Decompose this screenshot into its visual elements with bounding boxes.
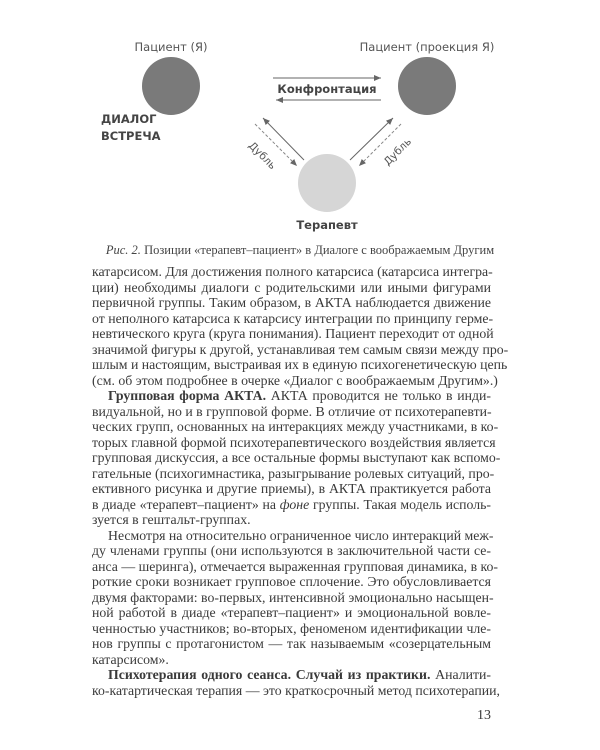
text-segment: нов группы с протагонистом — так называемым «созерцательным bbox=[92, 636, 491, 651]
body-text bbox=[92, 264, 509, 698]
caption-prefix: Рис. 2. bbox=[105, 243, 141, 257]
text-segment: значимой фигуры к другой, устанавливая тем самым связи между про- bbox=[92, 341, 509, 357]
text-line bbox=[92, 589, 494, 606]
text-segment: анса — шеринга), отмечается выраженная групповая динамика, в ко- bbox=[92, 558, 499, 574]
text-segment: Аналити- bbox=[430, 667, 491, 682]
text-line bbox=[92, 497, 491, 513]
patient-projection-circle bbox=[398, 57, 456, 115]
node-label-patient-projection: Пациент (проекция Я) bbox=[359, 40, 495, 54]
text-segment: шлым и настоящим, выстраивая их в единую психогенетическую цепь bbox=[92, 357, 508, 372]
text-segment: группы. Такая модель исполь- bbox=[309, 496, 491, 512]
text-line bbox=[92, 621, 491, 637]
text-line bbox=[92, 404, 491, 420]
text-line bbox=[92, 326, 494, 342]
text-segment: ду членами группы (они используются в заключительной части се- bbox=[92, 543, 491, 558]
text-segment: ции) необходимы диалоги с родительскими или иными фигурами bbox=[92, 279, 491, 295]
text-line bbox=[92, 543, 491, 559]
italic-text: фоне bbox=[279, 496, 310, 512]
text-segment: в диаде «терапевт–пациент» на bbox=[92, 496, 280, 512]
text-segment: катарсисом». bbox=[92, 651, 169, 667]
text-line bbox=[92, 465, 495, 482]
node-label-therapist: Терапевт bbox=[296, 218, 358, 232]
text-segment: Несмотря на относительно ограниченное число интеракций меж- bbox=[108, 527, 494, 543]
text-line bbox=[92, 682, 500, 699]
text-segment: первичной группы. Таким образом, в АКТА наблюдается движение bbox=[92, 295, 491, 310]
text-line bbox=[92, 636, 491, 652]
text-line bbox=[92, 667, 491, 683]
confrontation-label: Конфронтация bbox=[277, 82, 377, 96]
text-line bbox=[92, 574, 491, 590]
text-segment: видуальной, но и в групповой форме. В отличие от психотерапевти- bbox=[92, 403, 492, 419]
text-line bbox=[92, 388, 491, 404]
figure-diagram bbox=[0, 0, 600, 240]
text-segment: катарсисом. Для достижения полного катарсиса (катарсиса интегра- bbox=[92, 264, 493, 279]
text-line bbox=[92, 264, 491, 280]
double-label-right: Дубль bbox=[381, 135, 415, 169]
text-line bbox=[92, 295, 491, 311]
text-line bbox=[92, 481, 491, 497]
node-label-patient-self: Пациент (Я) bbox=[134, 40, 208, 54]
text-segment: (см. об этом подробнее в очерке «Диалог с воображаемым Другим».) bbox=[92, 372, 498, 388]
text-segment: невтического круга (круга понимания). Пациент переходит от одной bbox=[92, 326, 494, 341]
text-segment: роткие сроки возникает групповое сплочение. Это обусловливается bbox=[92, 574, 491, 589]
text-segment: ченностью участников; во-вторых, феноменом идентификации чле- bbox=[92, 620, 491, 636]
bold-heading: Групповая форма АКТА. bbox=[108, 388, 267, 403]
text-line bbox=[92, 357, 508, 373]
text-segment: ческих групп, основанных на интеракциях между участниками, в ко- bbox=[92, 419, 499, 434]
side-label-meeting: ВСТРЕЧА bbox=[101, 129, 161, 143]
text-line bbox=[92, 372, 498, 389]
text-segment: двумя факторами: во-первых, интенсивной эмоционально насыщен- bbox=[92, 589, 494, 605]
text-line bbox=[92, 527, 494, 544]
double-label-left: Дубль bbox=[245, 139, 279, 173]
bold-heading: Психотерапия одного сеанса. Случай из практики. bbox=[108, 667, 431, 682]
text-line bbox=[92, 605, 491, 621]
therapist-circle bbox=[298, 154, 356, 212]
text-line bbox=[92, 652, 491, 668]
text-segment: групповая дискуссия, а все остальные формы выступают как вспомо- bbox=[92, 450, 501, 465]
text-line bbox=[92, 512, 491, 528]
text-segment: ективного рисунка и другие приемы), в АКТА практикуется работа bbox=[92, 481, 491, 496]
text-segment: АКТА проводится не только в инди- bbox=[266, 388, 491, 403]
text-line bbox=[92, 310, 494, 327]
text-segment: ко-катартическая терапия — это краткосрочный метод психотерапии, bbox=[92, 682, 500, 698]
text-line bbox=[92, 434, 496, 451]
text-line bbox=[92, 450, 501, 466]
text-segment: торых главной формой психотерапевтического воздействия является bbox=[92, 434, 496, 450]
text-segment: гательные (психогимнастика, разыгрывание ролевых ситуаций, про- bbox=[92, 465, 495, 481]
text-line bbox=[92, 558, 499, 575]
caption-text: Позиции «терапевт–пациент» в Диалоге с воображаемым Другим bbox=[140, 243, 495, 257]
page-number: 13 bbox=[477, 708, 491, 723]
text-segment: от неполного катарсиса к катарсису интеграции по принципу герме- bbox=[92, 310, 494, 326]
side-label-dialog: ДИАЛОГ bbox=[101, 112, 157, 126]
text-segment: ной работой в диаде «терапевт–пациент» и эмоциональной вовле- bbox=[92, 605, 491, 620]
text-segment: зуется в гештальт-группах. bbox=[92, 512, 251, 527]
text-line bbox=[92, 419, 499, 435]
text-line bbox=[92, 341, 509, 358]
patient-self-circle bbox=[142, 57, 200, 115]
text-line bbox=[92, 280, 491, 296]
figure-caption bbox=[0, 243, 600, 258]
